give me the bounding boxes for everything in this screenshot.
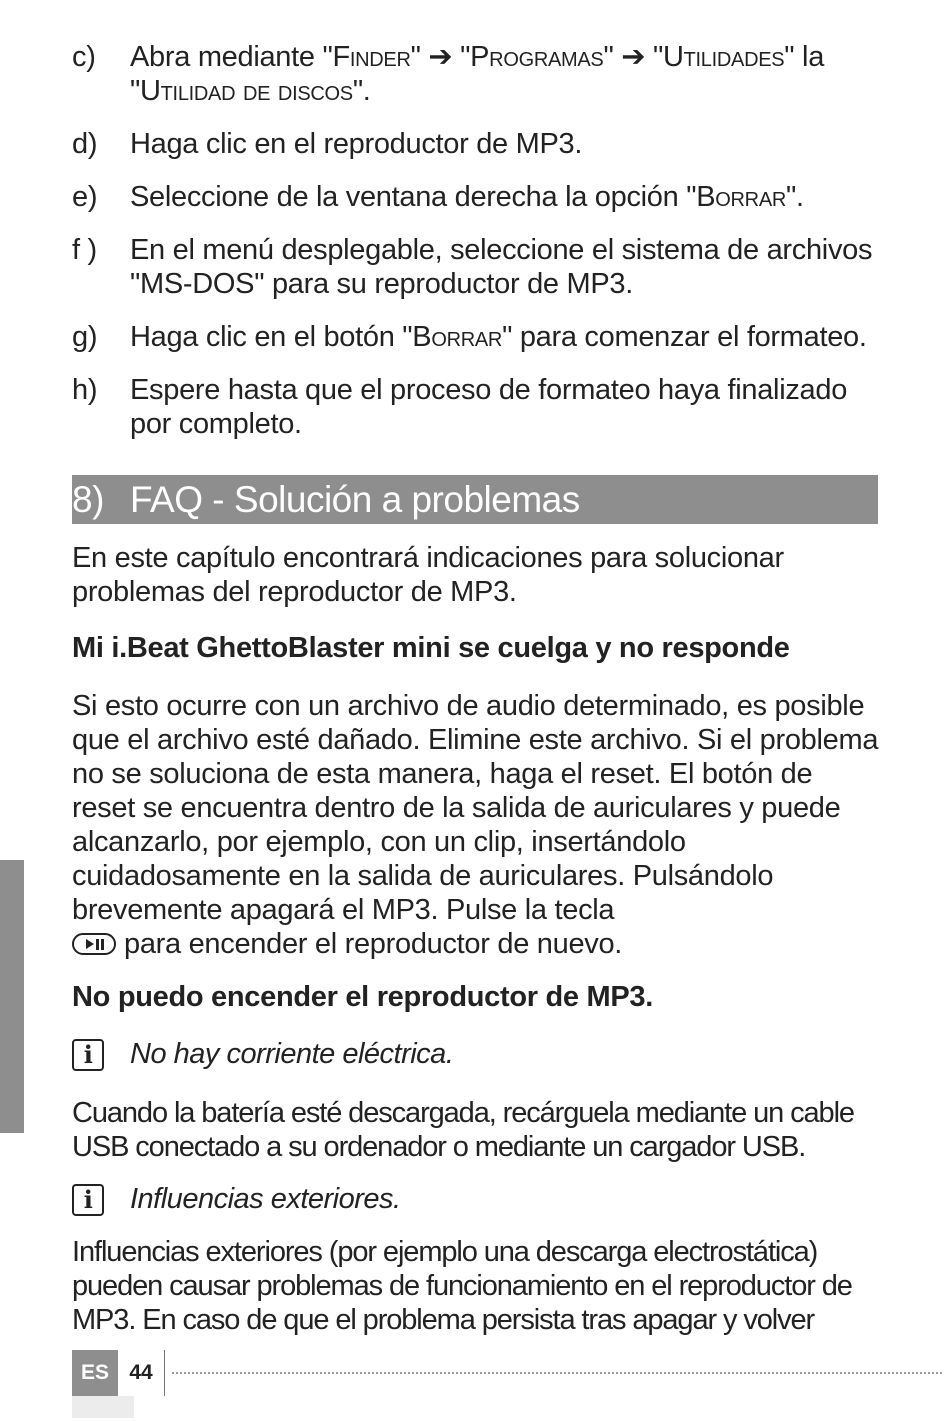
faq-heading-power: No puedo encender el reproductor de MP3.	[72, 981, 653, 1013]
step-d	[72, 127, 892, 161]
step-text: Seleccione de la ventana derecha la opción "Borrar".	[130, 181, 804, 213]
step-marker: h)	[72, 374, 98, 406]
step-text: Abra mediante "Finder" ➔ "Programas" ➔ "Utilidades" la "Utilidad de discos".	[130, 41, 825, 107]
note-text: No hay corriente eléctrica.	[130, 1038, 454, 1070]
footer-language: ES	[72, 1350, 118, 1396]
section-number: 8)	[72, 478, 104, 520]
step-marker: d)	[72, 128, 98, 160]
info-icon: i	[72, 1039, 104, 1071]
step-text: En el menú desplegable, seleccione el sistema de archivos "MS-DOS" para su reproductor de MP3.	[130, 234, 873, 300]
step-c	[72, 40, 892, 108]
step-marker: e)	[72, 181, 98, 213]
footer-tab	[72, 1396, 134, 1418]
step-f	[72, 233, 892, 301]
utilidades-label: Utilidades	[662, 41, 785, 73]
faq-body-external: Influencias exteriores (por ejemplo una descarga electrostática) pueden causar problemas de funcionamiento en el reproductor de MP3. En caso de que el problema persista tras apagar y volver	[72, 1236, 852, 1336]
step-h	[72, 373, 892, 441]
step-text: Haga clic en el reproductor de MP3.	[130, 128, 583, 160]
faq-body-freeze: Si esto ocurre con un archivo de audio determinado, es posible que el archivo esté dañado. Elimine este archivo. Si el problema no se soluciona de esta manera, haga el reset. El botón de reset se encuentra dentro de la salida de auriculares y puede alcanzarlo, por ejemplo, con un clip, insertándolo cuidadosamente en la salida de auriculares. Pulsándolo brevemente apagará el MP3. Pulse la tecla para encender el reproductor de nuevo.	[72, 690, 879, 960]
note-external	[72, 1183, 882, 1216]
faq-heading-freeze: Mi i.Beat GhettoBlaster mini se cuelga y no responde	[72, 632, 790, 664]
borrar-label: Borrar	[696, 181, 787, 213]
step-marker: c)	[72, 41, 96, 73]
step-text: Haga clic en el botón "Borrar" para comenzar el formateo.	[130, 321, 867, 353]
steps-list	[72, 40, 892, 460]
note-no-power	[72, 1038, 882, 1071]
info-icon: i	[72, 1184, 104, 1216]
programas-label: Programas	[470, 41, 604, 73]
step-e	[72, 180, 892, 214]
faq-body-battery: Cuando la batería esté descargada, recárguela mediante un cable USB conectado a su ordenador o mediante un cargador USB.	[72, 1097, 854, 1163]
section-intro: En este capítulo encontrará indicaciones para solucionar problemas del reproductor de MP3.	[72, 542, 784, 608]
step-marker: g)	[72, 321, 98, 353]
play-pause-icon	[72, 933, 116, 955]
step-g	[72, 320, 892, 354]
finder-label: Finder	[332, 41, 411, 73]
section-title: FAQ - Solución a problemas	[130, 478, 580, 520]
footer-dotted-rule	[172, 1372, 942, 1374]
utilidad-discos-label: Utilidad de discos	[140, 75, 353, 107]
side-tab-marker	[0, 860, 24, 1133]
section-heading	[72, 475, 878, 524]
borrar-label: Borrar	[412, 321, 503, 353]
footer-page-number: 44	[118, 1350, 165, 1396]
step-text: Espere hasta que el proceso de formateo haya finalizado por completo.	[130, 374, 848, 440]
step-marker: f )	[72, 234, 97, 266]
note-text: Influencias exteriores.	[130, 1183, 401, 1215]
